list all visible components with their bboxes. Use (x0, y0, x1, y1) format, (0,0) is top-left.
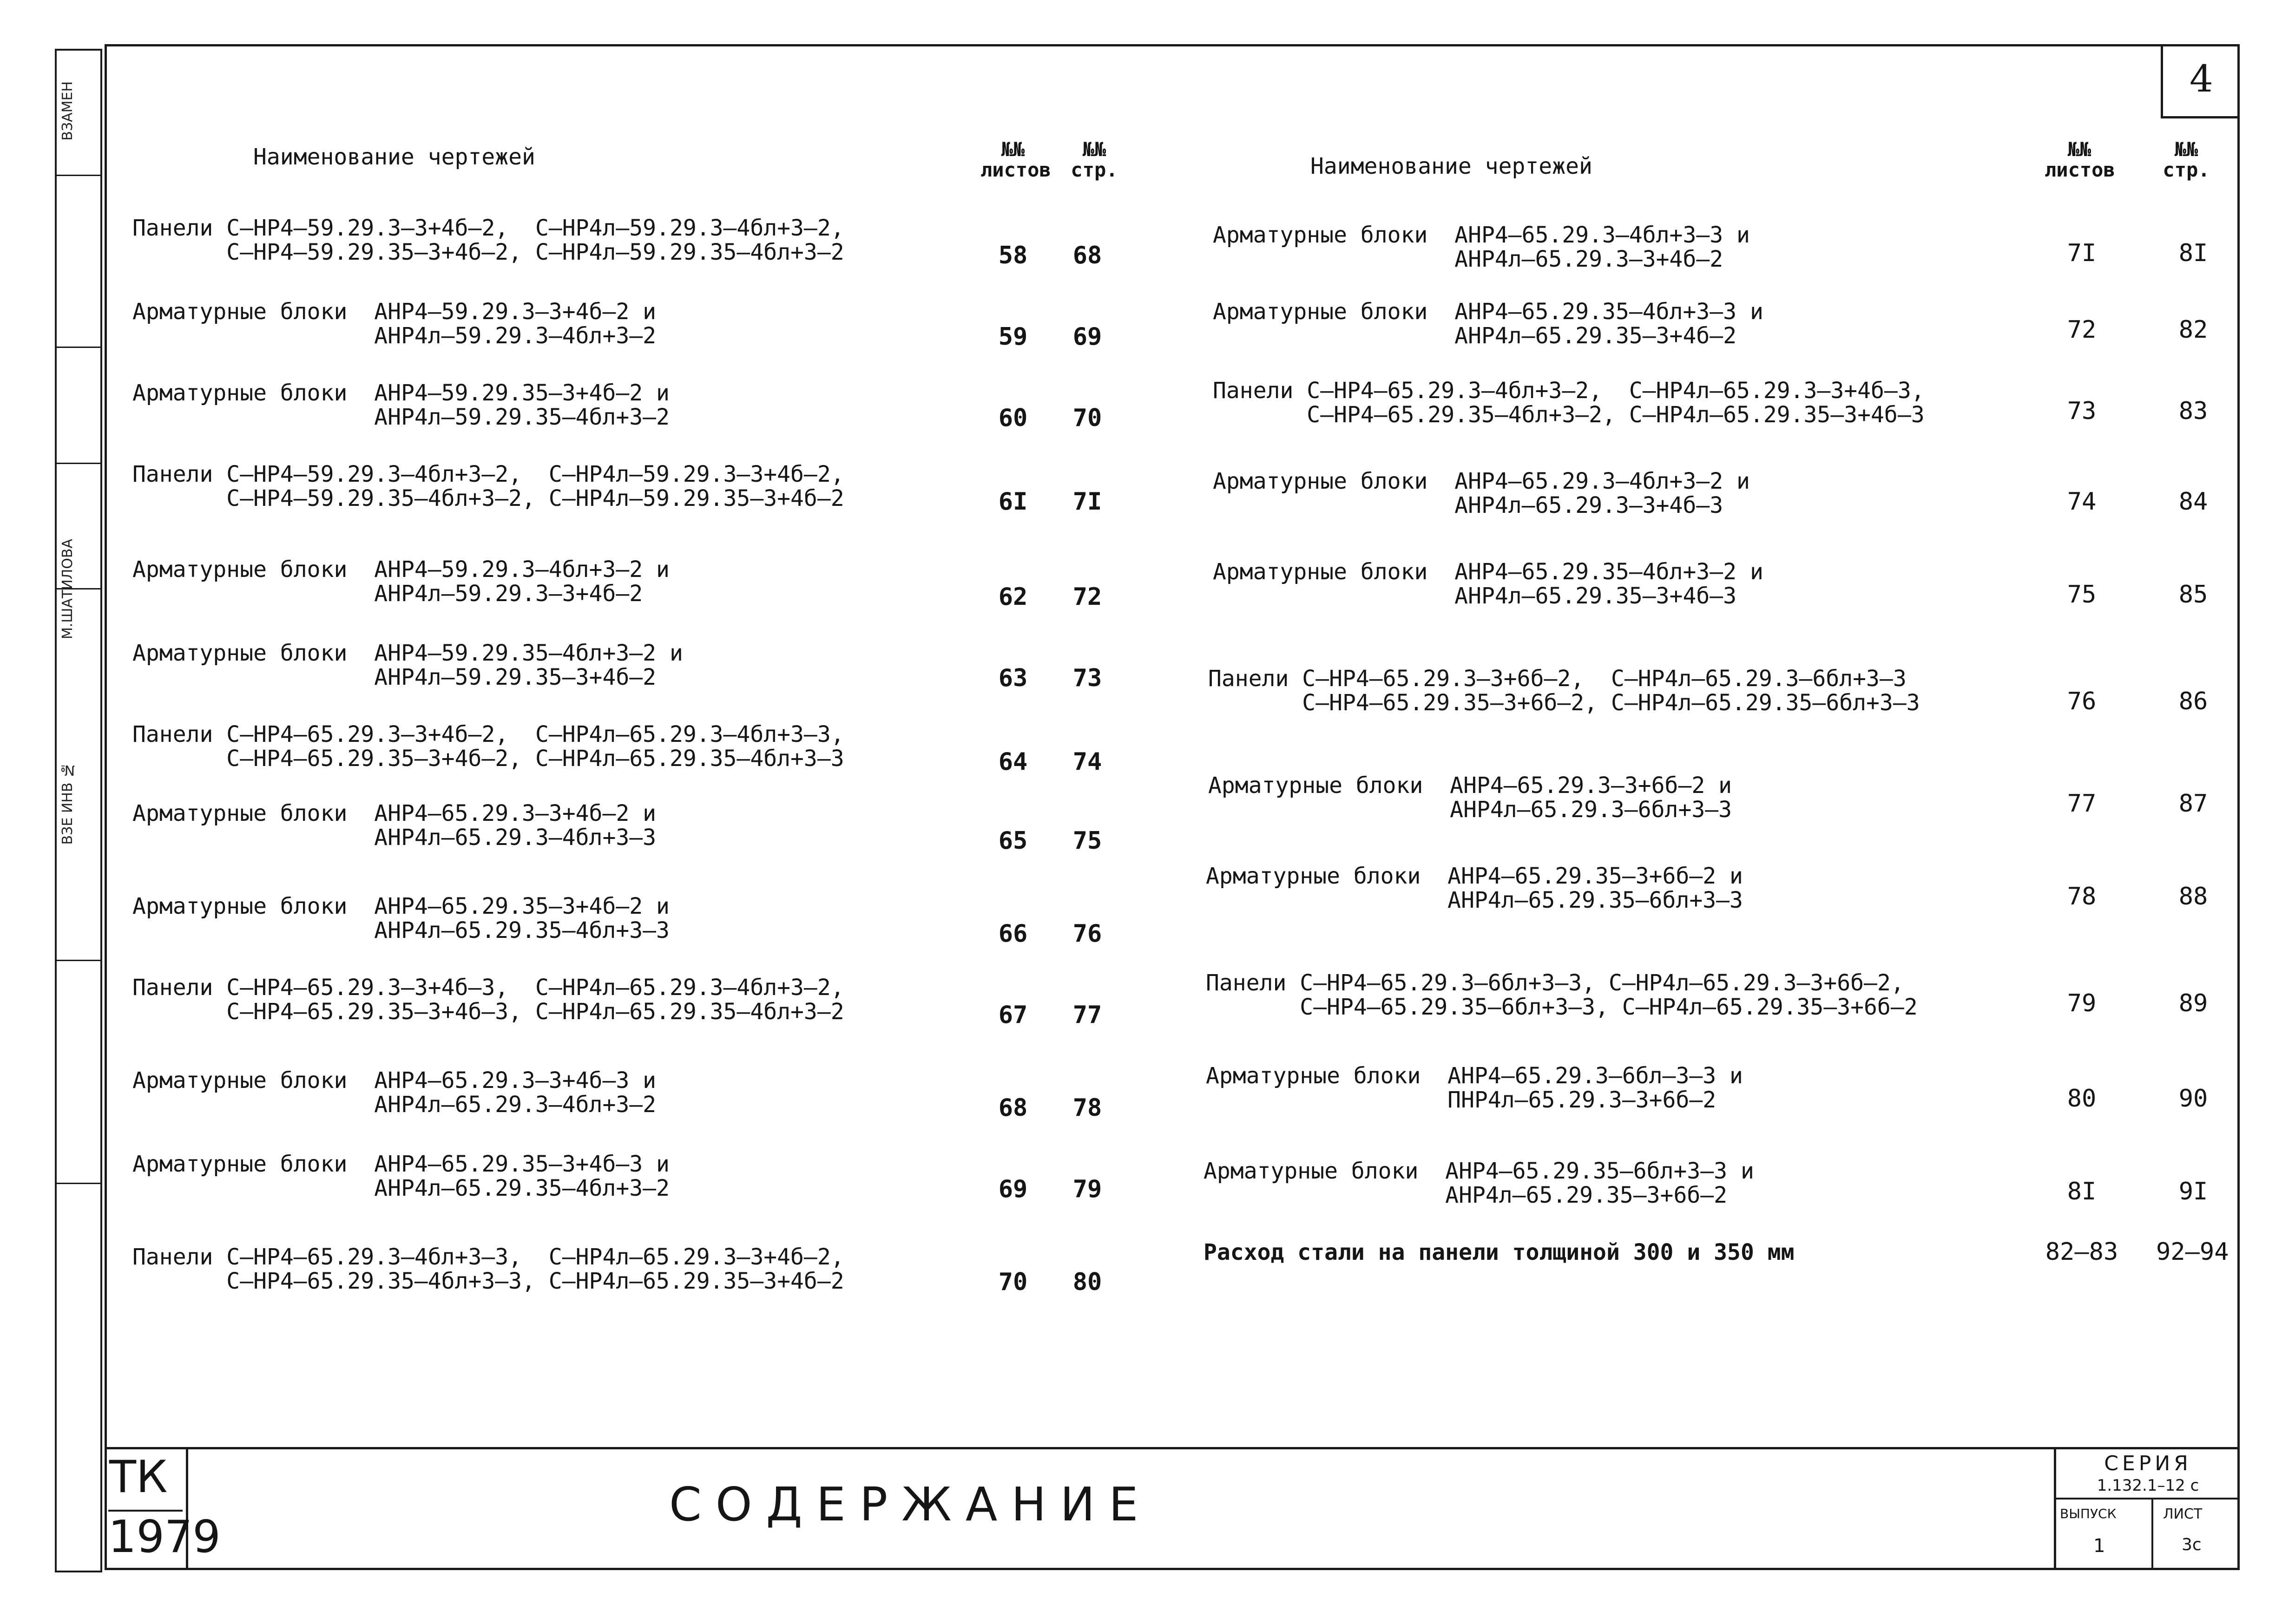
left-header-title: Наименование чертежей (253, 144, 535, 170)
page-ref: 8I (2178, 239, 2208, 267)
sheet-number: 6I (998, 488, 1028, 516)
list-item: Панели С–НР4–65.29.3–3+4б–3, С–НР4л–65.29.3–4бл+3–2, С–НР4–65.29.35–3+4б–3, С–НР4л–65.29.35–4бл+3–2 (132, 975, 844, 1025)
list-item: Панели С–НР4–59.29.3–3+4б–2, С–НР4л–59.29.3–4бл+3–2, С–НР4–59.29.35–3+4б–2, С–НР4л–59.29.35–4бл+3–2 (132, 215, 844, 265)
page-ref: 7I (1072, 488, 1102, 516)
page-ref: 9I (2178, 1178, 2208, 1205)
list-item: Арматурные блоки АНР4–65.29.35–4бл+3–2 и АНР4л–65.29.35–3+4б–3 (1213, 559, 1763, 609)
sheet-number: 62 (998, 583, 1028, 611)
right-header-title: Наименование чертежей (1310, 153, 1592, 179)
sheet-number: 80 (2067, 1085, 2097, 1113)
page-ref: 86 (2178, 688, 2208, 715)
list-item: Арматурные блоки АНР4–65.29.3–4бл+3–2 и АНР4л–65.29.3–3+4б–3 (1213, 468, 1750, 518)
page-number: 4 (2161, 44, 2240, 118)
page-ref: 87 (2178, 790, 2208, 818)
sheet-number: 66 (998, 920, 1028, 948)
page-ref: 90 (2178, 1085, 2208, 1113)
margin-label-signature: М.ШАТИЛОВА (59, 539, 76, 640)
sheet-number: 78 (2067, 883, 2097, 910)
page-ref: 83 (2178, 397, 2208, 425)
series-label: СЕРИЯ (2104, 1452, 2192, 1475)
sheet-number: 72 (2067, 316, 2097, 344)
list-item: Арматурные блоки АНР4–65.29.35–3+4б–3 и АНР4л–65.29.35–4бл+3–2 (132, 1151, 670, 1201)
series-value: 1.132.1–12 с (2056, 1476, 2240, 1500)
sheet-number: 7I (2067, 239, 2097, 267)
sheet-number: 76 (2067, 688, 2097, 715)
page-ref: 72 (1072, 583, 1102, 611)
right-header-pages: №№ стр. (2163, 138, 2210, 182)
list-item: Арматурные блоки АНР4–59.29.35–3+4б–2 и АНР4л–59.29.35–4бл+3–2 (132, 380, 670, 430)
sheet-number: 77 (2067, 790, 2097, 818)
page-ref: 70 (1072, 404, 1102, 432)
list-item: Панели С–НР4–65.29.3–3+6б–2, С–НР4л–65.29.3–6бл+3–3 С–НР4–65.29.35–3+6б–2, С–НР4л–65.29.35–6бл+3–3 (1208, 666, 1920, 716)
sheet-number: 82–83 (2045, 1238, 2118, 1266)
sheet-number: 59 (998, 323, 1028, 351)
page-ref: 84 (2178, 488, 2208, 516)
issue-value: 1 (2093, 1535, 2105, 1557)
title-block-divider (105, 1447, 2240, 1449)
sheet-label: ЛИСТ (2163, 1506, 2203, 1522)
sheet-value: 3с (2182, 1535, 2202, 1554)
sheet-number: 58 (998, 242, 1028, 269)
list-item: Арматурные блоки АНР4–65.29.3–3+4б–3 и АНР4л–65.29.3–4бл+3–2 (132, 1067, 657, 1118)
sheet-number: 79 (2067, 989, 2097, 1017)
sheet-number: 70 (998, 1268, 1028, 1296)
stamp-divider (2151, 1500, 2153, 1570)
page-ref: 88 (2178, 883, 2208, 910)
list-item: Панели С–НР4–65.29.3–4бл+3–3, С–НР4л–65.29.3–3+4б–2, С–НР4–65.29.35–4бл+3–3, С–НР4л–65.29.35–3+4б–2 (132, 1244, 844, 1294)
sheet-number: 67 (998, 1001, 1028, 1029)
page-ref: 79 (1072, 1175, 1102, 1203)
page-ref: 68 (1072, 242, 1102, 269)
margin-label-inventory: ВЗЕ ИНВ № (59, 762, 76, 845)
sheet-number: 65 (998, 827, 1028, 855)
margin-label-replace: ВЗАМЕН (59, 81, 76, 141)
list-item: Арматурные блоки АНР4–65.29.3–4бл+3–3 и АНР4л–65.29.3–3+4б–2 (1213, 222, 1750, 272)
page-ref: 85 (2178, 581, 2208, 609)
strip-cell (57, 961, 100, 1184)
list-item: Панели С–НР4–65.29.3–4бл+3–2, С–НР4л–65.29.3–3+4б–3, С–НР4–65.29.35–4бл+3–2, С–НР4л–65.29.35–3+4б–3 (1213, 378, 1925, 428)
page-ref: 76 (1072, 920, 1102, 948)
list-item: Арматурные блоки АНР4–65.29.35–3+4б–2 и АНР4л–65.29.35–4бл+3–3 (132, 893, 670, 943)
list-item: Арматурные блоки АНР4–65.29.3–3+4б–2 и АНР4л–65.29.3–4бл+3–3 (132, 800, 657, 851)
left-header-pages: №№ стр. (1071, 138, 1118, 182)
sheet-number: 60 (998, 404, 1028, 432)
page-ref: 78 (1072, 1094, 1102, 1122)
page-ref: 69 (1072, 323, 1102, 351)
sheet-number: 74 (2067, 488, 2097, 516)
list-item: Расход стали на панели толщиной 300 и 350 мм (1203, 1239, 1795, 1265)
list-item: Панели С–НР4–59.29.3–4бл+3–2, С–НР4л–59.29.3–3+4б–2, С–НР4–59.29.35–4бл+3–2, С–НР4л–59.29.35–3+4б–2 (132, 461, 844, 511)
strip-cell (57, 348, 100, 464)
right-header-sheets: №№ листов (2045, 138, 2115, 182)
sheet-number: 8I (2067, 1178, 2097, 1205)
page-ref: 89 (2178, 989, 2208, 1017)
page-ref: 92–94 (2156, 1238, 2229, 1266)
page-title: СОДЕРЖАНИЕ (669, 1477, 1152, 1532)
page-ref: 80 (1072, 1268, 1102, 1296)
sheet-number: 75 (2067, 581, 2097, 609)
sheet-number: 64 (998, 748, 1028, 776)
list-item: Арматурные блоки АНР4–65.29.35–6бл+3–3 и АНР4л–65.29.35–3+6б–2 (1203, 1158, 1754, 1208)
page-ref: 73 (1072, 664, 1102, 692)
org-code: ТК (109, 1452, 168, 1503)
left-header-sheets: №№ листов (980, 138, 1051, 182)
list-item: Арматурные блоки АНР4–59.29.35–4бл+3–2 и АНР4л–59.29.35–3+4б–2 (132, 640, 683, 690)
list-item: Панели С–НР4–65.29.3–3+4б–2, С–НР4л–65.29.3–4бл+3–3, С–НР4–65.29.35–3+4б–2, С–НР4л–65.29.35–4бл+3–3 (132, 721, 844, 772)
issue-label: ВЫПУСК (2060, 1506, 2117, 1521)
list-item: Арматурные блоки АНР4–59.29.3–4бл+3–2 и АНР4л–59.29.3–3+4б–2 (132, 557, 670, 607)
page-ref: 74 (1072, 748, 1102, 776)
org-year: 1979 (108, 1510, 183, 1563)
list-item: Арматурные блоки АНР4–59.29.3–3+4б–2 и АНР4л–59.29.3–4бл+3–2 (132, 299, 657, 349)
sheet-number: 63 (998, 664, 1028, 692)
page-ref: 77 (1072, 1001, 1102, 1029)
sheet-number: 68 (998, 1094, 1028, 1122)
list-item: Арматурные блоки АНР4–65.29.3–3+6б–2 и АНР4л–65.29.3–6бл+3–3 (1208, 773, 1732, 823)
strip-cell (57, 176, 100, 348)
list-item: Арматурные блоки АНР4–65.29.35–4бл+3–3 и АНР4л–65.29.35–3+4б–2 (1213, 299, 1763, 349)
series-stamp (2054, 1449, 2240, 1570)
page-ref: 82 (2178, 316, 2208, 344)
list-item: Арматурные блоки АНР4–65.29.3–6бл–3–3 и ПНР4л–65.29.3–3+6б–2 (1206, 1063, 1743, 1113)
list-item: Панели С–НР4–65.29.3–6бл+3–3, С–НР4л–65.29.3–3+6б–2, С–НР4–65.29.35–6бл+3–3, С–НР4л–65.29.35–3+6б–2 (1206, 970, 1918, 1020)
org-stamp (105, 1449, 221, 1570)
sheet-number: 69 (998, 1175, 1028, 1203)
sheet-number: 73 (2067, 397, 2097, 425)
page-ref: 75 (1072, 827, 1102, 855)
list-item: Арматурные блоки АНР4–65.29.35–3+6б–2 и АНР4л–65.29.35–6бл+3–3 (1206, 863, 1743, 913)
